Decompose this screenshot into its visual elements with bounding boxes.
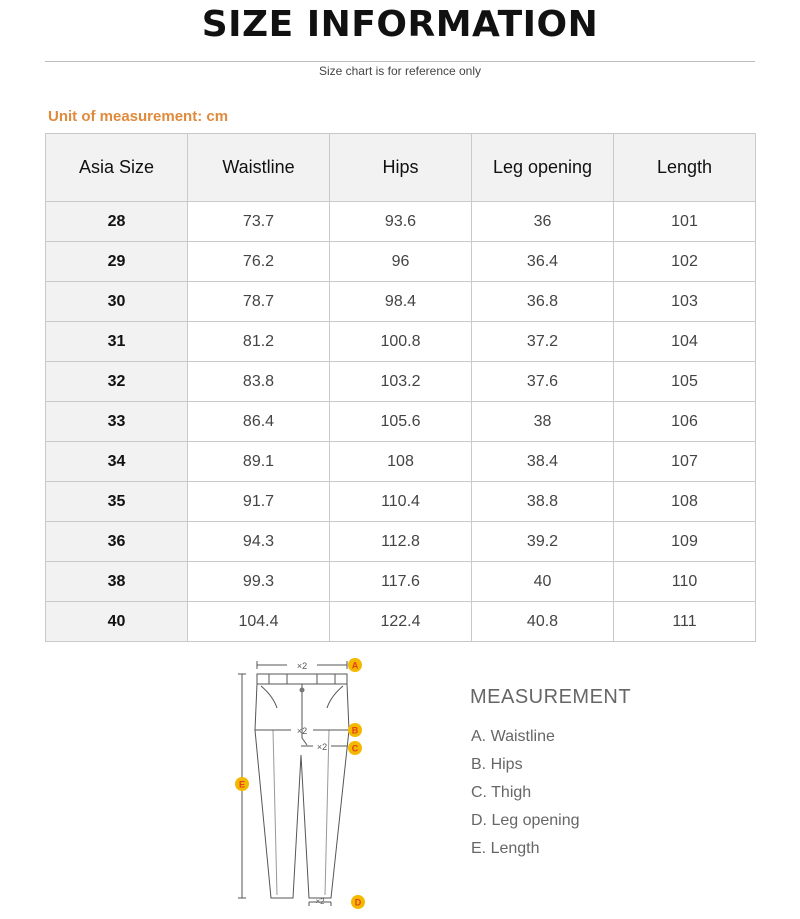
measurement-item: E. Length xyxy=(471,840,540,857)
size-table xyxy=(45,133,756,642)
table-body xyxy=(46,202,756,642)
table-row xyxy=(46,602,756,642)
table-cell: 78.7 xyxy=(188,282,330,322)
size-cell: 32 xyxy=(46,362,188,402)
marker-b-label: B xyxy=(351,725,359,736)
measurement-item: D. Leg opening xyxy=(471,812,580,829)
table-cell: 101 xyxy=(614,202,756,242)
table-row xyxy=(46,482,756,522)
table-cell: 38.8 xyxy=(472,482,614,522)
table-cell: 103.2 xyxy=(330,362,472,402)
table-cell: 93.6 xyxy=(330,202,472,242)
table-cell: 73.7 xyxy=(188,202,330,242)
table-cell: 99.3 xyxy=(188,562,330,602)
marker-c-label: C xyxy=(351,743,359,754)
table-cell: 108 xyxy=(330,442,472,482)
measurement-item: A. Waistline xyxy=(471,728,555,745)
table-cell: 110 xyxy=(614,562,756,602)
table-cell: 102 xyxy=(614,242,756,282)
table-cell: 89.1 xyxy=(188,442,330,482)
table-cell: 40.8 xyxy=(472,602,614,642)
size-cell: 33 xyxy=(46,402,188,442)
column-header: Hips xyxy=(330,134,472,202)
table-row xyxy=(46,562,756,602)
table-cell: 110.4 xyxy=(330,482,472,522)
table-cell: 104.4 xyxy=(188,602,330,642)
table-cell: 103 xyxy=(614,282,756,322)
size-cell: 40 xyxy=(46,602,188,642)
table-cell: 36.8 xyxy=(472,282,614,322)
table-cell: 107 xyxy=(614,442,756,482)
measurement-title: MEASUREMENT xyxy=(470,686,632,708)
table-cell: 122.4 xyxy=(330,602,472,642)
column-header: Asia Size xyxy=(46,134,188,202)
unit-label: Unit of measurement: cm xyxy=(48,108,229,125)
table-row xyxy=(46,242,756,282)
table-cell: 86.4 xyxy=(188,402,330,442)
table-cell: 83.8 xyxy=(188,362,330,402)
table-cell: 81.2 xyxy=(188,322,330,362)
column-header: Length xyxy=(614,134,756,202)
table-cell: 109 xyxy=(614,522,756,562)
table-row xyxy=(46,442,756,482)
table-cell: 36.4 xyxy=(472,242,614,282)
table-cell: 106 xyxy=(614,402,756,442)
table-cell: 112.8 xyxy=(330,522,472,562)
marker-d-label: D xyxy=(354,897,362,908)
table-row xyxy=(46,282,756,322)
table-row xyxy=(46,402,756,442)
measurement-item: C. Thigh xyxy=(471,784,532,801)
subtitle: Size chart is for reference only xyxy=(318,64,482,78)
size-cell: 28 xyxy=(46,202,188,242)
table-cell: 104 xyxy=(614,322,756,362)
table-header-row xyxy=(46,134,756,202)
table-row xyxy=(46,522,756,562)
measurement-item: B. Hips xyxy=(471,756,523,773)
table-cell: 105.6 xyxy=(330,402,472,442)
table-row xyxy=(46,362,756,402)
table-cell: 37.6 xyxy=(472,362,614,402)
hips-multiplier: ×2 xyxy=(296,726,308,736)
title-divider xyxy=(45,61,755,62)
table-cell: 98.4 xyxy=(330,282,472,322)
table-cell: 100.8 xyxy=(330,322,472,362)
button-icon xyxy=(300,688,305,693)
size-cell: 35 xyxy=(46,482,188,522)
table-cell: 76.2 xyxy=(188,242,330,282)
size-cell: 38 xyxy=(46,562,188,602)
marker-e-label: E xyxy=(238,779,246,790)
leg-opening-multiplier: ×2 xyxy=(315,897,325,906)
table-cell: 96 xyxy=(330,242,472,282)
thigh-multiplier: ×2 xyxy=(316,742,328,752)
table-cell: 117.6 xyxy=(330,562,472,602)
marker-a-label: A xyxy=(351,660,359,671)
table-cell: 94.3 xyxy=(188,522,330,562)
table-cell: 38 xyxy=(472,402,614,442)
column-header: Leg opening xyxy=(472,134,614,202)
size-cell: 30 xyxy=(46,282,188,322)
page-title: SIZE INFORMATION xyxy=(201,4,599,45)
measurement-list xyxy=(471,726,580,866)
table-cell: 108 xyxy=(614,482,756,522)
table-cell: 36 xyxy=(472,202,614,242)
table-cell: 91.7 xyxy=(188,482,330,522)
size-cell: 34 xyxy=(46,442,188,482)
waistline-multiplier: ×2 xyxy=(296,661,308,671)
table-row xyxy=(46,322,756,362)
size-cell: 29 xyxy=(46,242,188,282)
table-cell: 105 xyxy=(614,362,756,402)
table-cell: 37.2 xyxy=(472,322,614,362)
table-row xyxy=(46,202,756,242)
column-header: Waistline xyxy=(188,134,330,202)
size-cell: 31 xyxy=(46,322,188,362)
table-cell: 38.4 xyxy=(472,442,614,482)
size-cell: 36 xyxy=(46,522,188,562)
table-cell: 40 xyxy=(472,562,614,602)
table-cell: 111 xyxy=(614,602,756,642)
table-cell: 39.2 xyxy=(472,522,614,562)
pants-diagram xyxy=(225,650,375,915)
